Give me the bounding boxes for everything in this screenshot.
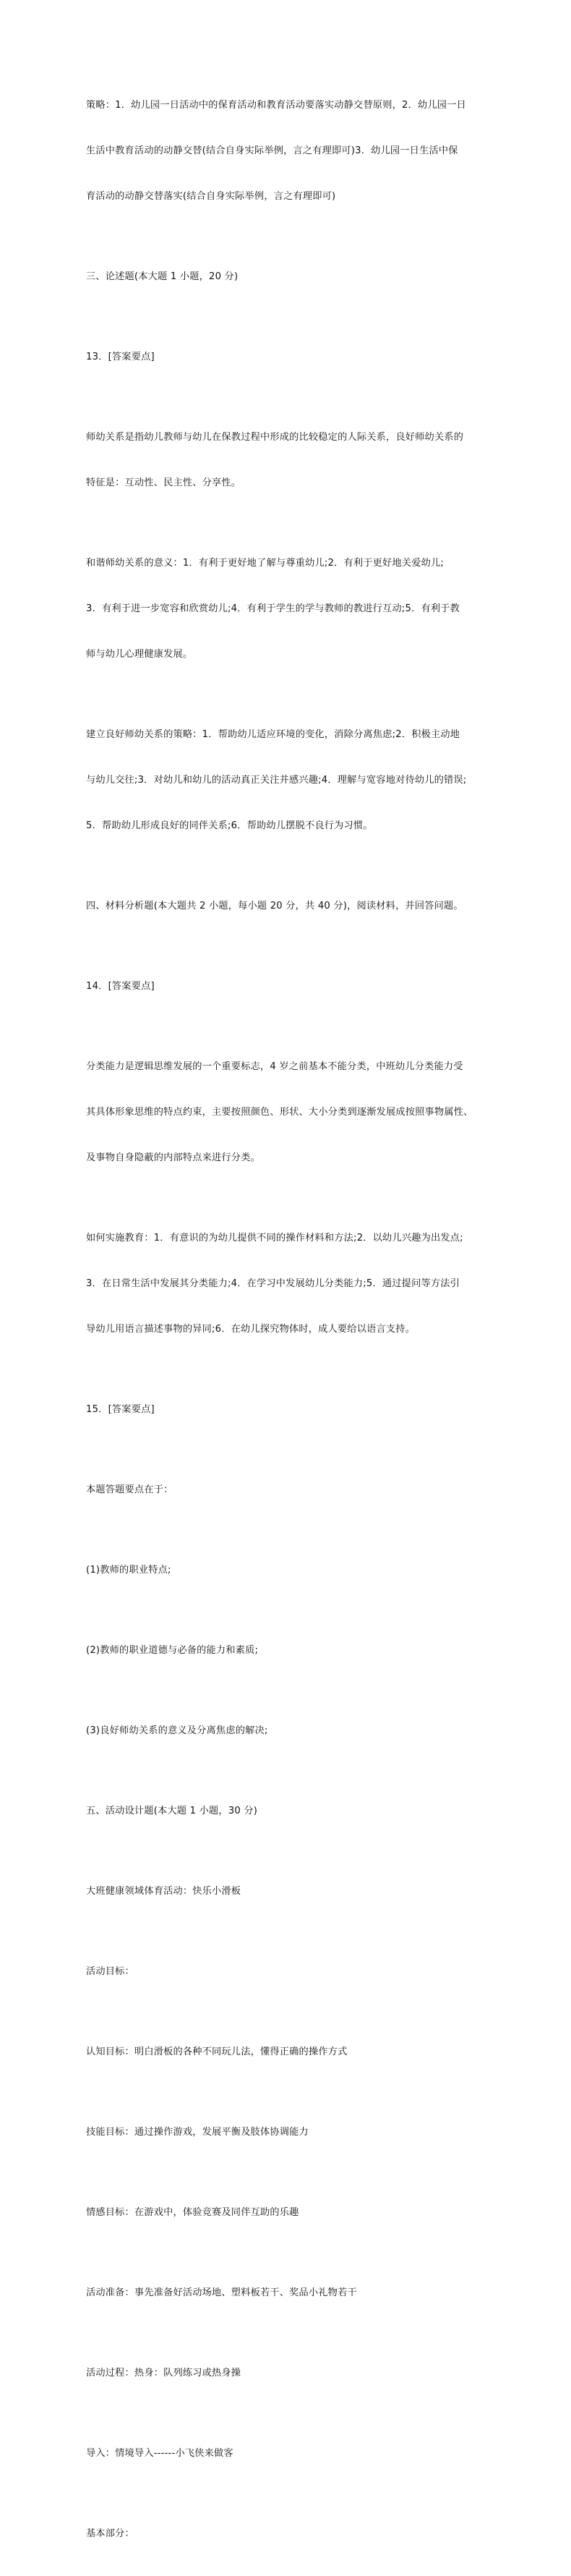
text-line: (1)教师的职业特点;	[86, 1565, 171, 1576]
text-line: 活动目标：	[86, 1966, 134, 1977]
activity-goals-heading	[86, 1934, 491, 2010]
text-line: 基本部分：	[86, 2528, 134, 2539]
strategy-paragraph	[86, 67, 491, 234]
text-line: 其具体形象思维的特点约束，主要按照颜色、形状、大小分类到逐渐发展成按照事物属性、	[86, 1107, 473, 1118]
text-line: (2)教师的职业道德与必备的能力和素质;	[86, 1645, 259, 1656]
text-line: 15．[答案要点]	[86, 1404, 155, 1415]
goal-emotion	[86, 2175, 491, 2250]
activity-title	[86, 1853, 491, 1929]
text-line: 生活中教育活动的动静交替(结合自身实际举例，言之有理即可)3．幼儿园一日生活中保	[86, 145, 458, 156]
text-line: 建立良好师幼关系的策略：1．帮助幼儿适应环境的变化，消除分离焦虑;2．积极主动地	[86, 729, 460, 740]
activity-main	[86, 2496, 491, 2572]
text-line: 与幼儿交往;3．对幼儿和幼儿的活动真正关注并感兴趣;4．理解与宽容地对待幼儿的错误;	[86, 775, 467, 786]
text-line: 导入：情境导入------小飞侠来做客	[86, 2448, 233, 2459]
text-line: 分类能力是逻辑思维发展的一个重要标志，4 岁之前基本不能分类，中班幼儿分类能力受	[86, 1061, 463, 1072]
text-line: 认知目标：明白滑板的各种不同玩儿法，懂得正确的操作方式	[86, 2046, 348, 2057]
q13-definition-paragraph	[86, 399, 491, 521]
goal-skill	[86, 2094, 491, 2170]
goal-cognitive	[86, 2014, 491, 2090]
document-page	[86, 67, 491, 2576]
text-line: 育活动的动静交替落实(结合自身实际举例，言之有理即可)	[86, 191, 336, 202]
text-line: 5．帮助幼儿形成良好的同伴关系;6．帮助幼儿摆脱不良行为习惯。	[86, 820, 373, 831]
q15-point-2	[86, 1612, 491, 1688]
text-line: 师与幼儿心理健康发展。	[86, 649, 193, 660]
activity-preparation	[86, 2255, 491, 2331]
text-line: 如何实施教育：1．有意识的为幼儿提供不同的操作材料和方法;2．以幼儿兴趣为出发点;	[86, 1233, 463, 1244]
text-line: 活动过程：热身：队列练习或热身操	[86, 2368, 241, 2379]
q13-heading	[86, 319, 491, 395]
text-line: 策略：1．幼儿园一日活动中的保育活动和教育活动要落实动静交替原则，2．幼儿园一日	[86, 100, 466, 111]
section-3-heading	[86, 239, 491, 315]
text-line: 技能目标：通过操作游戏，发展平衡及肢体协调能力	[86, 2127, 309, 2138]
activity-intro	[86, 2415, 491, 2491]
text-line: 及事物自身隐蔽的内部特点来进行分类。	[86, 1152, 260, 1163]
text-line: 14．[答案要点]	[86, 981, 155, 992]
text-line: 大班健康领域体育活动：快乐小滑板	[86, 1886, 241, 1897]
q13-strategies-paragraph	[86, 697, 491, 864]
text-line: 三、论述题(本大题 1 小题，20 分)	[86, 271, 239, 282]
text-line: 3．有利于进一步宽容和欣赏幼儿;4．有利于学生的学与教师的教进行互动;5．有利于教	[86, 603, 460, 614]
section-5-heading	[86, 1773, 491, 1849]
text-line: 导幼儿用语言描述事物的异同;6．在幼儿探究物体时，成人要给以语言支持。	[86, 1324, 416, 1335]
text-line: 五、活动设计题(本大题 1 小题，30 分)	[86, 1806, 258, 1816]
text-line: 和谐师幼关系的意义：1．有利于更好地了解与尊重幼儿;2．有利于更好地关爱幼儿;	[86, 558, 445, 569]
q14-heading	[86, 948, 491, 1024]
text-line: 特征是：互动性、民主性、分享性。	[86, 477, 241, 488]
section-4-heading	[86, 868, 491, 944]
q15-heading	[86, 1372, 491, 1448]
q15-point-1	[86, 1532, 491, 1608]
text-line: 3．在日常生活中发展其分类能力;4．在学习中发展幼儿分类能力;5．通过提问等方法引	[86, 1278, 460, 1289]
text-line: 本题答题要点在于：	[86, 1484, 173, 1495]
text-line: 活动准备：事先准备好活动场地、塑料板若干、奖品小礼物若干	[86, 2287, 357, 2298]
text-line: (3)良好师幼关系的意义及分离焦虑的解决;	[86, 1725, 268, 1736]
text-line: 情感目标：在游戏中，体验竞赛及同伴互助的乐趣	[86, 2207, 299, 2218]
text-line: 师幼关系是指幼儿教师与幼儿在保教过程中形成的比较稳定的人际关系，良好师幼关系的	[86, 432, 464, 443]
q14-implementation-paragraph	[86, 1200, 491, 1367]
q15-point-3	[86, 1693, 491, 1769]
q14-classification-paragraph	[86, 1029, 491, 1196]
activity-process	[86, 2335, 491, 2411]
q13-significance-paragraph	[86, 525, 491, 692]
text-line: 四、材料分析题(本大题共 2 小题，每小题 20 分，共 40 分)，阅读材料，并回答问题。	[86, 901, 463, 911]
text-line: 13．[答案要点]	[86, 352, 155, 362]
q15-intro	[86, 1452, 491, 1528]
